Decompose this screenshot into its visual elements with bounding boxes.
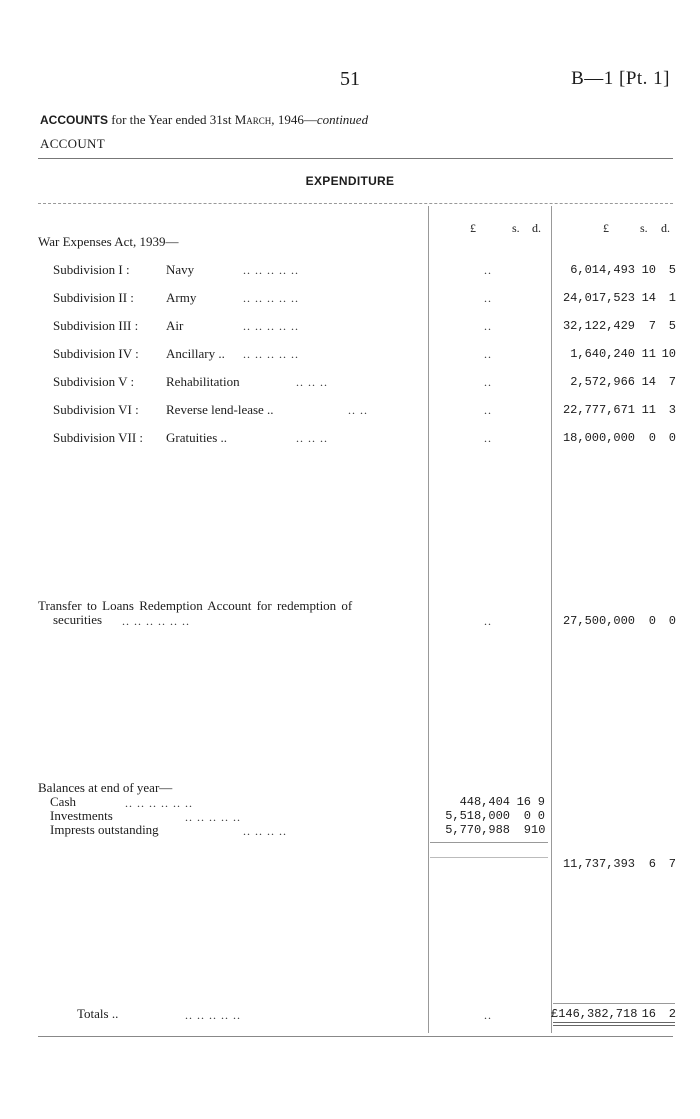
balances-heading: Balances at end of year— (38, 780, 173, 795)
dot-leader: .. .. .. .. .. .. (125, 796, 193, 810)
balance-pounds: 5,770,988 (445, 823, 510, 837)
subdivision-row (53, 402, 274, 418)
subdivision-number: Subdivision IV : (53, 346, 139, 361)
subdivision-name: Air (166, 318, 184, 333)
title-year: 1946— (277, 112, 317, 127)
amount-pounds: 2,572,966 (570, 375, 635, 389)
subdivision-name: Gratuities .. (166, 430, 228, 445)
amount-shillings: 0 (648, 431, 656, 445)
subdivision-number: Subdivision V : (53, 374, 135, 389)
amount-shillings: 7 (648, 319, 656, 333)
amount-pounds: 6,014,493 (570, 263, 635, 277)
subdivision-row (53, 346, 225, 362)
amount-pence: 0 (668, 431, 676, 445)
mid-dots: .. (484, 1008, 492, 1022)
subdivision-number: Subdivision I : (53, 262, 130, 277)
document-subtitle: ACCOUNT (40, 136, 105, 151)
war-expenses-heading: War Expenses Act, 1939— (38, 234, 179, 249)
subdivision-row (53, 374, 240, 390)
dot-leader: .. .. .. .. .. (243, 347, 299, 361)
balance-label-investments: Investments (50, 808, 113, 823)
balance-label-imprests: Imprests outstanding (50, 822, 159, 837)
mid-dots: .. (484, 291, 492, 305)
mid-dots: .. (484, 403, 492, 417)
amount-shillings: 11 (641, 403, 656, 417)
balance-pence: 0 (537, 809, 545, 823)
totals-shillings: 16 (641, 1007, 656, 1021)
column-divider-1 (428, 206, 429, 1033)
col2-pence-header: d. (661, 221, 670, 235)
amount-pounds: 32,122,429 (562, 319, 635, 333)
amount-pounds: 24,017,523 (562, 291, 635, 305)
title-text: for the Year ended 31st (111, 112, 232, 127)
totals-pence: 2 (668, 1007, 676, 1021)
title-continued: continued (316, 112, 369, 127)
dot-leader: .. .. .. (296, 431, 328, 445)
dot-leader: .. .. .. .. .. (243, 291, 299, 305)
totals-double-rule-1 (553, 1022, 675, 1023)
transfer-pounds: 27,500,000 (562, 614, 635, 628)
totals-double-rule-2 (553, 1025, 675, 1026)
subdivision-number: Subdivision II : (53, 290, 134, 305)
col2-shillings-header: s. (640, 221, 648, 235)
document-title (40, 112, 368, 128)
bottom-rule (38, 1036, 673, 1037)
section-heading: EXPENDITURE (305, 174, 395, 188)
dot-leader: .. .. .. .. .. (243, 319, 299, 333)
amount-pence: 5 (668, 263, 676, 277)
amount-pence: 10 (661, 347, 676, 361)
balance-shillings: 0 (523, 809, 531, 823)
subdivision-number: Subdivision VII : (53, 430, 144, 445)
mid-dots: .. (484, 347, 492, 361)
amount-shillings: 14 (641, 375, 656, 389)
dot-leader: .. .. .. .. .. (185, 1008, 241, 1022)
mid-dots: .. (484, 263, 492, 277)
transfer-shillings: 0 (648, 614, 656, 628)
amount-pence: 7 (668, 375, 676, 389)
amount-pounds: 1,640,240 (570, 347, 635, 361)
balances-total-shillings: 6 (648, 857, 656, 871)
col2-pounds-header: £ (603, 221, 609, 235)
totals-pounds: £146,382,718 (551, 1007, 638, 1021)
subdivision-name: Reverse lend-lease .. (166, 402, 274, 417)
balance-shillings: 16 (516, 795, 531, 809)
dot-leader: .. .. .. .. .. .. (122, 614, 190, 628)
balances-total-pounds: 11,737,393 (562, 857, 635, 871)
col1-pounds-header: £ (470, 221, 476, 235)
amount-shillings: 11 (641, 347, 656, 361)
subdivision-row (53, 262, 194, 278)
transfer-line-1: Transfer to Loans Redemption Account for redemption of (38, 598, 353, 613)
transfer-line-2: securities (53, 612, 103, 627)
amount-pence: 1 (668, 291, 676, 305)
balance-pence: 9 (537, 795, 545, 809)
subdivision-row (53, 318, 183, 334)
subdivision-number: Subdivision VI : (53, 402, 139, 417)
mid-dots: .. (484, 319, 492, 333)
col1-pence-header: d. (532, 221, 541, 235)
title-month: March, (234, 112, 275, 127)
subdivision-number: Subdivision III : (53, 318, 139, 333)
balance-pence: 10 (531, 823, 546, 837)
balance-shillings: 9 (523, 823, 531, 837)
amount-pence: 3 (668, 403, 676, 417)
balance-pounds: 5,518,000 (445, 809, 510, 823)
dot-leader: .. .. .. .. .. (243, 263, 299, 277)
col1-shillings-header: s. (512, 221, 520, 235)
subdivision-name: Navy (166, 262, 195, 277)
subdivision-row (53, 290, 196, 306)
subdivision-name: Army (166, 290, 197, 305)
dot-leader: .. .. .. (296, 375, 328, 389)
mid-dots: .. (484, 431, 492, 445)
dot-leader: .. .. .. .. (243, 824, 287, 838)
balance-pounds: 448,404 (459, 795, 510, 809)
transfer-pence: 0 (668, 614, 676, 628)
column-divider-2 (551, 206, 552, 1033)
page-reference: B—1 [Pt. 1] (571, 68, 670, 89)
balance-col-rule (430, 857, 548, 858)
totals-label: Totals .. (77, 1006, 119, 1021)
balances-total-pence: 7 (668, 857, 676, 871)
amount-pounds: 22,777,671 (562, 403, 635, 417)
mid-dots: .. (484, 614, 492, 628)
dot-leader: .. .. .. .. .. (185, 810, 241, 824)
heading-rule (38, 203, 673, 204)
title-lead: ACCOUNTS (40, 113, 108, 127)
page-number: 51 (340, 68, 360, 90)
top-rule (38, 158, 673, 159)
amount-pence: 5 (668, 319, 676, 333)
subdivision-row (53, 430, 227, 446)
dot-leader: .. .. (348, 403, 368, 417)
subdivision-name: Ancillary .. (166, 346, 225, 361)
balance-label-cash: Cash (50, 794, 76, 809)
amount-shillings: 14 (641, 291, 656, 305)
mid-dots: .. (484, 375, 492, 389)
totals-top-rule (553, 1003, 675, 1004)
amount-shillings: 10 (641, 263, 656, 277)
amount-pounds: 18,000,000 (562, 431, 635, 445)
balance-subtotal-rule (430, 842, 548, 843)
subdivision-name: Rehabilitation (166, 374, 240, 389)
